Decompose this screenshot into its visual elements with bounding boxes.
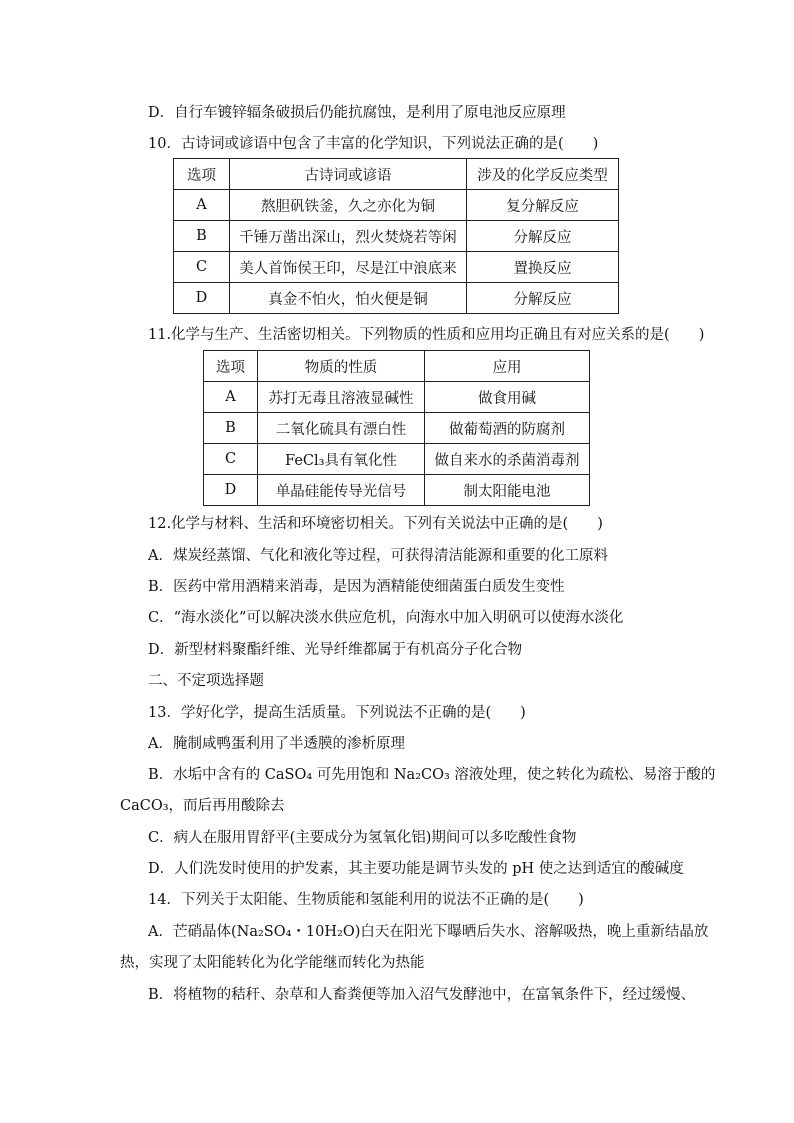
table-header-row [204,351,590,382]
table-header: 古诗词或谚语 [230,159,467,190]
table-row [174,221,619,252]
table-row [174,252,619,283]
section-heading: 二、不定项选择题 [148,673,264,689]
table-cell: 单晶硅能传导光信号 [258,475,425,506]
question-13-option-a: A．腌制咸鸭蛋利用了半透膜的渗析原理 [148,736,405,752]
question-12-option-b: B．医药中常用酒精来消毒，是因为酒精能使细菌蛋白质发生变性 [148,579,565,595]
question-14-option-a-cont: 热，实现了太阳能转化为化学能继而转化为热能 [120,955,425,971]
table-cell [258,444,425,475]
table-question-10 [173,158,619,314]
question-14-option-a [148,922,708,942]
formula-fecl3: FeCl₃ [285,452,325,469]
text: ，而后再用酸除去 [168,798,285,814]
question-14-option-b: B．将植物的秸秆、杂草和人畜粪便等加入沼气发酵池中，在富氧条件下，经过缓慢、 [148,987,696,1003]
formula-caso4: CaSO₄ [264,767,313,783]
table-cell: 分解反应 [467,283,619,314]
text: B．水垢中含有的 [148,767,265,783]
table-cell: 美人首饰侯王印，尽是江中浪底来 [230,252,467,283]
table-row [174,190,619,221]
table-question-11 [203,350,590,506]
table-cell: 做食用碱 [425,382,590,413]
table-cell: 熬胆矾铁釜，久之亦化为铜 [230,190,467,221]
table-cell: 分解反应 [467,221,619,252]
question-10: 10．古诗词或谚语中包含了丰富的化学知识，下列说法正确的是( ) [148,136,599,152]
table-cell: D [204,475,258,506]
question-13-option-c: C．病人在服用胃舒平(主要成分为氢氧化铝)期间可以多吃酸性食物 [148,830,577,846]
table-cell: 做葡萄酒的防腐剂 [425,413,590,444]
text: )白天在阳光下曝晒后失水、溶解吸热，晚上重新结晶放 [354,924,709,940]
table-cell: B [174,221,230,252]
question-13-option-b-cont [120,796,285,816]
table-row [204,475,590,506]
table-header: 选项 [174,159,230,190]
question-12-option-a: A．煤炭经蒸馏、气化和液化等过程，可获得清洁能源和重要的化工原料 [148,548,608,564]
question-13-option-d: D．人们洗发时使用的护发素，其主要功能是调节头发的 pH 使之达到适宜的酸碱度 [148,861,684,877]
question-11: 11.化学与生产、生活密切相关。下列物质的性质和应用均正确且有对应关系的是( ) [148,327,705,343]
table-row [204,444,590,475]
table-cell: 苏打无毒且溶液显碱性 [258,382,425,413]
table-cell: 制太阳能电池 [425,475,590,506]
question-12: 12.化学与材料、生活和环境密切相关。下列有关说法中正确的是( ) [148,516,603,532]
table-row [204,382,590,413]
table-cell: A [174,190,230,221]
formula-mirabilite: Na₂SO₄・10H₂O [236,924,355,940]
table-cell-text: 具有氧化性 [324,452,397,469]
table-cell: 做自来水的杀菌消毒剂 [425,444,590,475]
question-12-option-c: C．“海水淡化”可以解决淡水供应危机，向海水中加入明矾可以使海水淡化 [148,610,624,626]
question-12-option-d: D．新型材料聚酯纤维、光导纤维都属于有机高分子化合物 [148,642,523,658]
table-header: 物质的性质 [258,351,425,382]
table-header-row [174,159,619,190]
question-14: 14．下列关于太阳能、生物质能和氢能利用的说法不正确的是( ) [148,892,584,908]
table-row [174,283,619,314]
question-13-option-b [148,765,715,785]
table-cell: D [174,283,230,314]
table-row [204,413,590,444]
formula-na2co3: Na₂CO₃ [393,767,450,783]
question-13: 13．学好化学，提高生活质量。下列说法不正确的是( ) [148,705,526,721]
text: 溶液处理，使之转化为疏松、易溶于酸的 [449,767,716,783]
option-d-previous: D．自行车镀锌辐条破损后仍能抗腐蚀，是利用了原电池反应原理 [148,105,566,121]
table-header: 应用 [425,351,590,382]
table-cell: 复分解反应 [467,190,619,221]
table-header: 涉及的化学反应类型 [467,159,619,190]
table-cell: 二氧化硫具有漂白性 [258,413,425,444]
text: 可先用饱和 [312,767,394,783]
table-cell: A [204,382,258,413]
table-cell: C [204,444,258,475]
table-cell: 真金不怕火，怕火便是铜 [230,283,467,314]
table-cell: C [174,252,230,283]
table-cell: B [204,413,258,444]
table-cell: 置换反应 [467,252,619,283]
text: A．芒硝晶体( [148,924,237,940]
table-cell: 千锤万凿出深山，烈火焚烧若等闲 [230,221,467,252]
table-header: 选项 [204,351,258,382]
formula-caco3: CaCO₃ [120,798,169,814]
